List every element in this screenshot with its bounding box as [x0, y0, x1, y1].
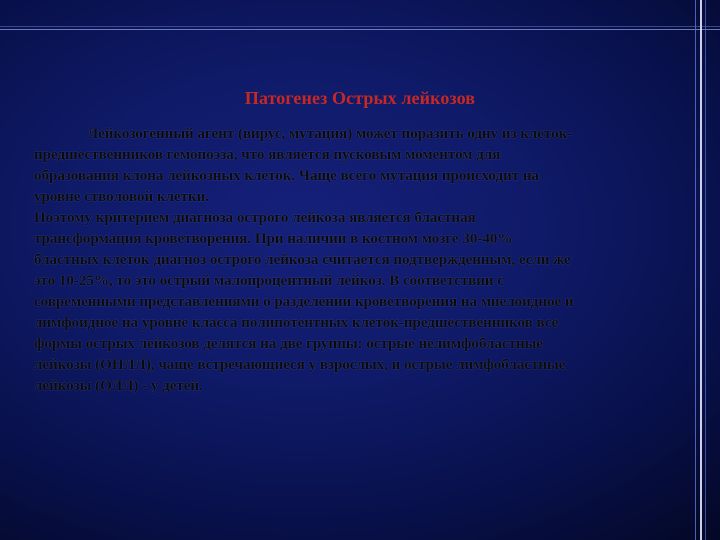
slide-title: Патогенез Острых лейкозов: [244, 88, 476, 108]
body-line: современными представлениями о разделении кроветворения на миелоидное и: [34, 294, 574, 310]
top-decorative-rule-light: [0, 29, 720, 30]
right-decorative-rule-outer: [705, 0, 706, 540]
body-line: предшественников гемопоэза, что является пусковым моментом для: [34, 147, 501, 163]
body-line: формы острых лейкозов делятся на две группы: острые нелимфобластные: [34, 336, 544, 352]
body-line: это 10-25%, то это острый малопроцентный лейкоз. В соответствии с: [34, 273, 504, 289]
body-line: лейкозы (ОНЛЛ), чаще встречающиеся у взрослых, и острые лимфобластные: [34, 357, 566, 373]
body-line: лейкозы (ОЛЛ) - у детей.: [34, 378, 203, 394]
body-line: Лейкозогенный агент (вирус, мутация) может поразить одну из клеток-: [87, 126, 573, 142]
right-decorative-rule-light: [700, 0, 702, 540]
body-line: трансформация кроветворения. При наличии в костном мозге 30-40%: [34, 231, 513, 247]
body-line: уровне стволовой клетки.: [34, 189, 209, 205]
right-decorative-rule: [695, 0, 696, 540]
top-decorative-rule: [0, 26, 720, 27]
body-line: лимфоидное на уровне класса полипотентных клеток-предшественников все: [34, 315, 559, 331]
slide-body: [34, 124, 686, 397]
body-line: бластных клеток диагноз острого лейкоза считается подтвержденным, если же: [34, 252, 571, 268]
body-line: Поэтому критерием диагноза острого лейкоза является бластная: [34, 210, 476, 226]
body-line: образования клона лейкозных клеток. Чаще всего мутация происходит на: [34, 168, 539, 184]
